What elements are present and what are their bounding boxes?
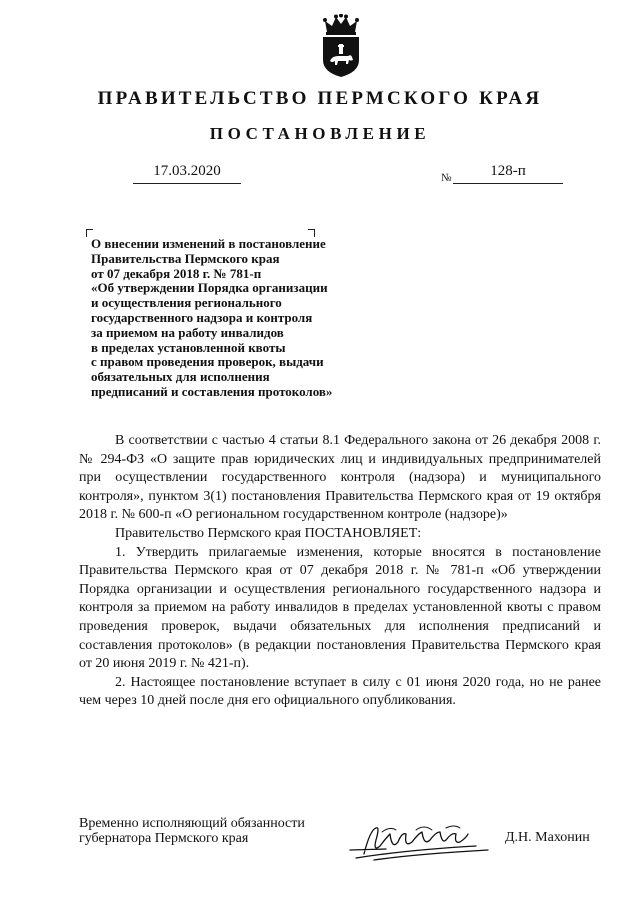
document-date: 17.03.2020 [133, 163, 241, 184]
coat-of-arms-icon [318, 14, 364, 78]
document-body [79, 432, 601, 711]
subject-line: обязательных для исполнения [91, 369, 270, 385]
organization-title: ПРАВИТЕЛЬСТВО ПЕРМСКОГО КРАЯ [97, 88, 543, 109]
subject-line: в пределах установленной квоты [91, 339, 286, 355]
subject-line: от 07 декабря 2018 г. № 781-п [91, 265, 262, 281]
subject-line: с правом проведения проверок, выдачи [91, 354, 324, 370]
handwritten-signature [346, 820, 496, 864]
document-number: 128-п [453, 163, 563, 184]
item-2-paragraph: 2. Настоящее постановление вступает в силу с 01 июня 2020 года, но не ранее чем через 10 дней после дня его официального опубликования. [79, 674, 601, 709]
subject-line: за приемом на работу инвалидов [91, 324, 284, 340]
signatory-title [79, 816, 305, 846]
subject-line: предписаний и составления протоколов» [91, 383, 333, 399]
number-sign: № [441, 172, 452, 184]
subject-line: и осуществления регионального [91, 295, 282, 311]
subject-line: О внесении изменений в постановление [91, 236, 326, 251]
signatory-title-line: Временно исполняющий обязанности [79, 816, 305, 831]
item-1-paragraph: 1. Утвердить прилагаемые изменения, которые вносятся в постановление Правительства Пермского края от 07 декабря 2018 г. № 781-п «Об утверждении Порядка организации и осуществления регионального государственного надзора и контроля за приемом на работу инвалидов в пределах установленной квоты с правом проведения проверок, выдачи обязательных для исполнения предписаний и составления протоколов» (в редакции постановления Правительства Пермского края от 20 июня 2019 г. № 421-п). [79, 544, 601, 672]
subject-line: государственного надзора и контроля [91, 309, 313, 325]
subject-line: Правительства Пермского края [91, 250, 280, 266]
preamble-paragraph: В соответствии с частью 4 статьи 8.1 Федерального закона от 26 декабря 2008 г. № 294-ФЗ «О защите прав юридических лиц и индивидуальных предпринимателей при осуществлении государственного контроля (надзора) и муниципального контроля», пунктом 3(1) постановления Правительства Пермского края от 19 октября 2018 г. № 600-п «О региональном государственном контроле (надзоре)» [79, 433, 601, 523]
signatory-name: Д.Н. Махонин [505, 830, 590, 845]
signatory-title-line: губернатора Пермского края [79, 831, 249, 846]
subject-line: «Об утверждении Порядка организации [91, 280, 328, 296]
resolution-paragraph: Правительство Пермского края ПОСТАНОВЛЯЕТ: [115, 525, 422, 541]
document-type: ПОСТАНОВЛЕНИЕ [209, 124, 431, 143]
subject-block [91, 237, 391, 400]
